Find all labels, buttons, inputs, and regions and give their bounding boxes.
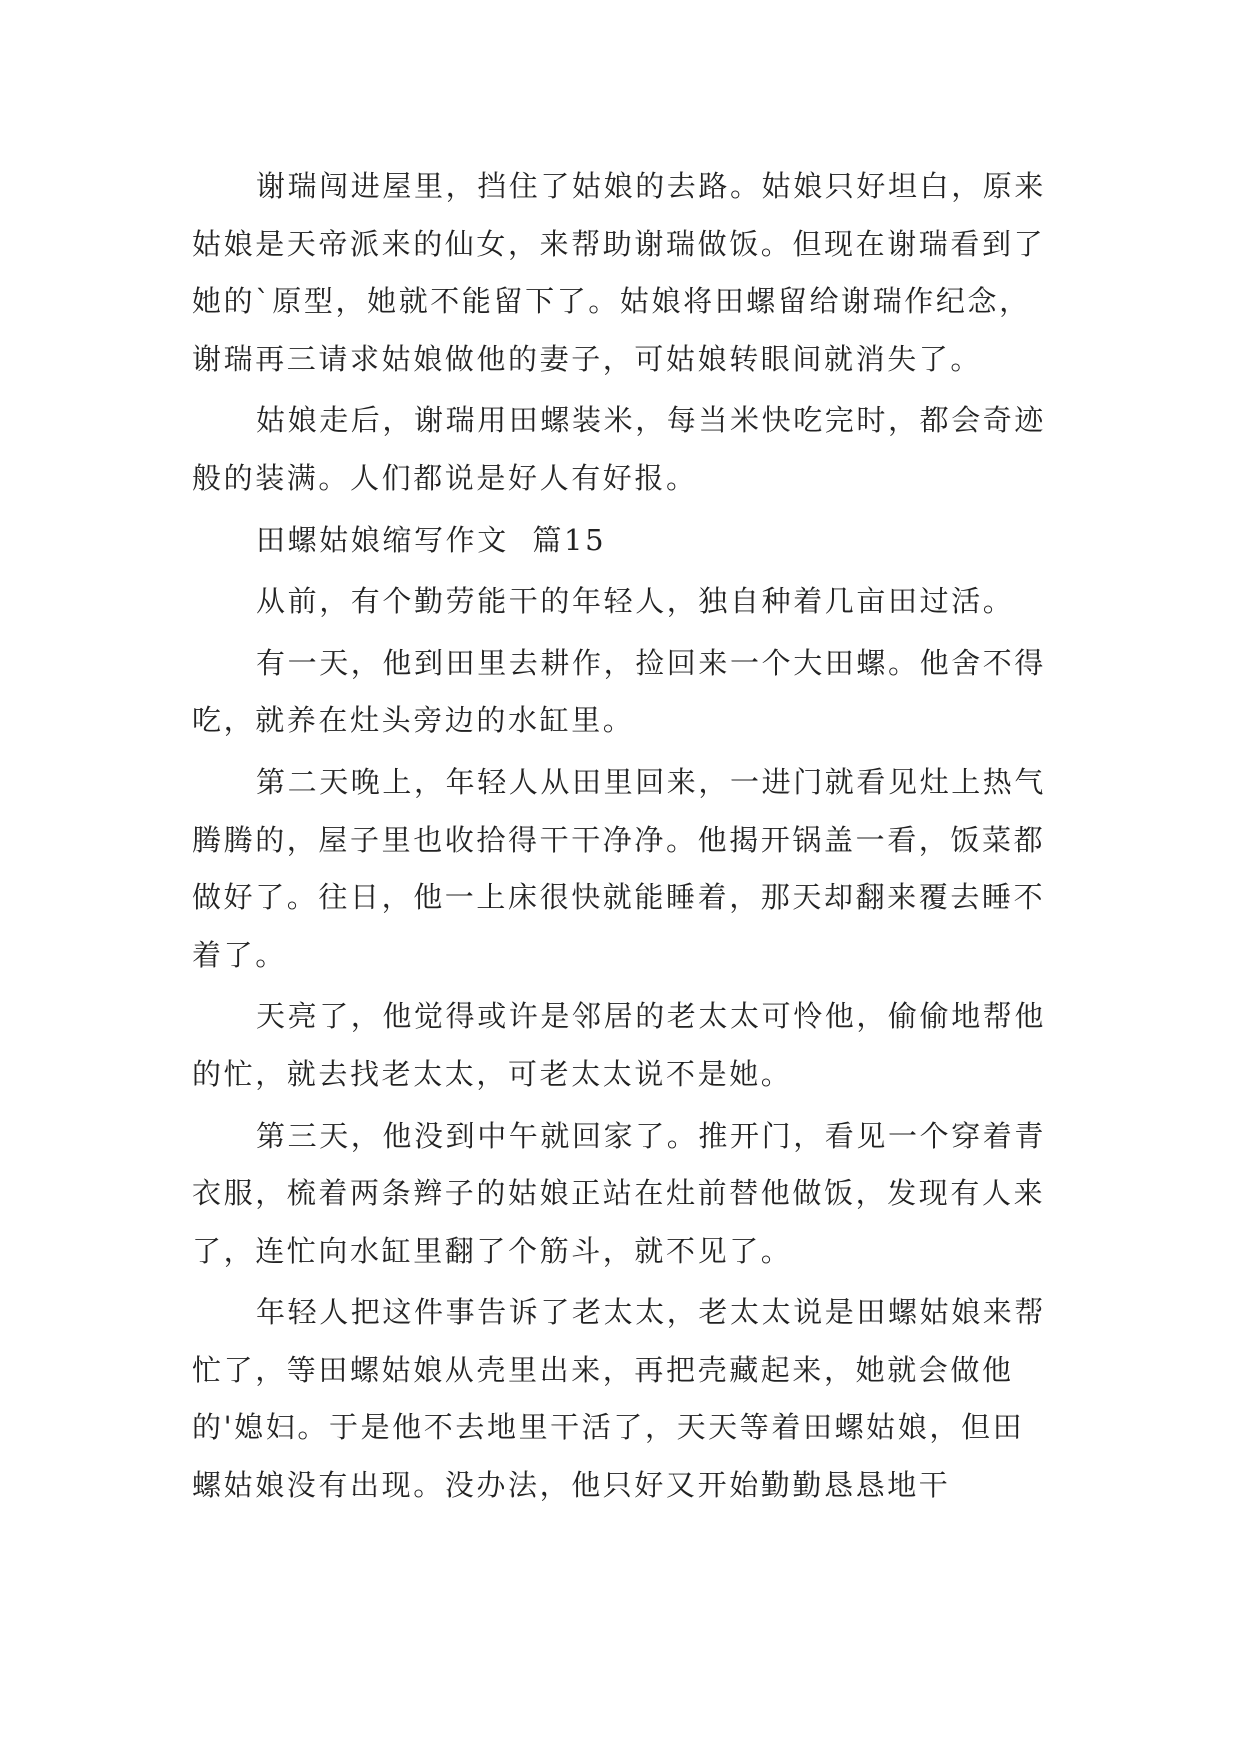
document-page	[192, 158, 1052, 1519]
paragraph: 有一天，他到田里去耕作，捡回来一个大田螺。他舍不得吃，就养在灶头旁边的水缸里。	[192, 645, 1047, 738]
paragraph: 第三天，他没到中午就回家了。推开门，看见一个穿着青衣服，梳着两条辫子的姑娘正站在灶前替他做饭，发现有人来了，连忙向水缸里翻了个筋斗，就不见了。	[192, 1118, 1047, 1268]
paragraph: 第二天晚上，年轻人从田里回来，一进门就看见灶上热气腾腾的，屋子里也收拾得干干净净。他揭开锅盖一看，饭菜都做好了。往日，他一上床很快就能睡着，那天却翻来覆去睡不着了。	[192, 764, 1047, 972]
paragraph: 天亮了，他觉得或许是邻居的老太太可怜他，偷偷地帮他的忙，就去找老太太，可老太太说不是她。	[192, 999, 1047, 1091]
paragraph: 年轻人把这件事告诉了老太太，老太太说是田螺姑娘来帮忙了，等田螺姑娘从壳里出来，再把壳藏起来，她就会做他的'媳妇。于是他不去地里干活了，天天等着田螺姑娘，但田螺姑娘没有出现。没办法，他只好又开始勤勤恳恳地干	[192, 1295, 1047, 1503]
paragraph: 谢瑞闯进屋里，挡住了姑娘的去路。姑娘只好坦白，原来姑娘是天帝派来的仙女，来帮助谢瑞做饭。但现在谢瑞看到了她的`原型，她就不能留下了。姑娘将田螺留给谢瑞作纪念，谢瑞再三请求姑娘做他的妻子，可姑娘转眼间就消失了。	[192, 169, 1047, 376]
section-heading: 田螺姑娘缩写作文 篇15	[256, 522, 607, 557]
paragraph: 姑娘走后，谢瑞用田螺装米，每当米快吃完时，都会奇迹般的装满。人们都说是好人有好报。	[192, 403, 1047, 495]
paragraph: 从前，有个勤劳能干的年轻人，独自种着几亩田过活。	[256, 584, 1015, 619]
